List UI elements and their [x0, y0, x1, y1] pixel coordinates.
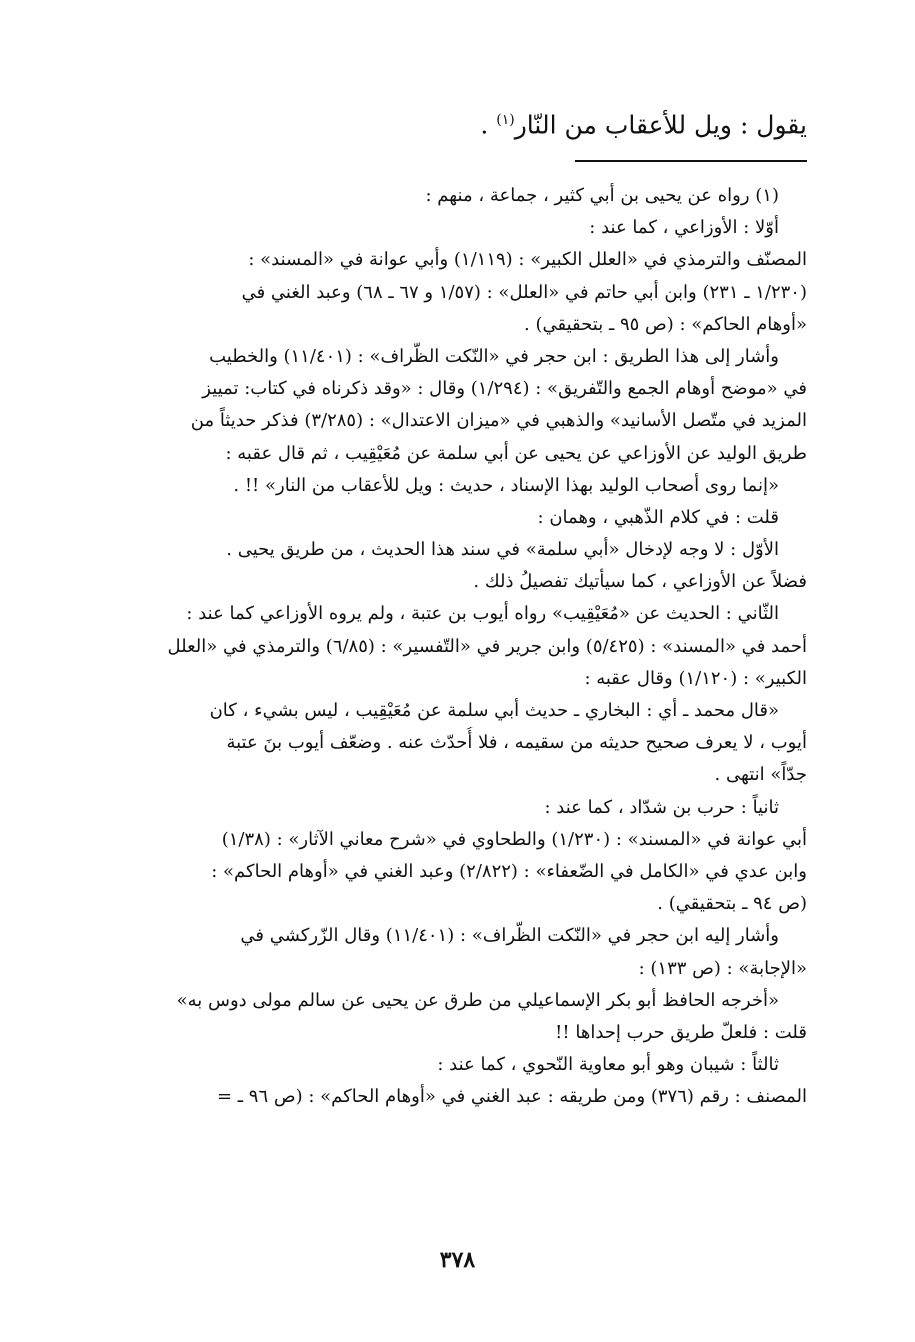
footnote-line: «إنما روى أصحاب الوليد بهذا الإسناد ، حديث : ويل للأعقاب من النار» !! . — [233, 474, 779, 496]
footnote-line: قلت : فلعلّ طريق حرب إحداها !! — [555, 1021, 807, 1043]
footnote-line: الكبير» : (١/١٢٠) وقال عقبه : — [584, 667, 807, 689]
footnote-line: «الإجابة» : (ص ١٣٣) : — [638, 957, 807, 979]
footnote-line: المصنف : رقم (٣٧٦) ومن طريقه : عبد الغني في «أوهام الحاكم» : (ص ٩٦ ـ = — [216, 1086, 807, 1108]
footnote-line: المزيد في متّصل الأسانيد» والذهبي في «ميزان الاعتدال» : (٣/٢٨٥) فذكر حديثاً من — [190, 410, 807, 432]
footnote-line: وأشار إلى هذا الطريق : ابن حجر في «النّكت الظّراف» : (١١/٤٠١) والخطيب — [209, 345, 779, 367]
footnote-line: ثالثاً : شيبان وهو أبو معاوية النّحوي ، كما عند : — [437, 1054, 779, 1076]
footnotes — [107, 180, 807, 1113]
footnote-marker[interactable]: (١) — [496, 112, 515, 128]
footnote-line: (ص ٩٤ ـ بتحقيقي) . — [657, 893, 807, 915]
main-text-end: . — [480, 110, 497, 140]
footnote-line: فضلاً عن الأوزاعي ، كما سيأتيك تفصيلُ ذلك . — [473, 571, 807, 593]
footnote-line: الثّاني : الحديث عن «مُعَيْقِيب» رواه أيوب بن عتبة ، ولم يروه الأوزاعي كما عند : — [186, 603, 779, 625]
footnote-line: أبي عوانة في «المسند» : (١/٢٣٠) والطحاوي في «شرح معاني الآثار» : (١/٣٨) — [221, 828, 807, 850]
main-text-line — [107, 104, 807, 141]
footnote-line: في «موضح أوهام الجمع والتّفريق» : (١/٢٩٤) وقال : «وقد ذكرناه في كتاب: تمييز — [202, 378, 807, 400]
footnote-line: «أوهام الحاكم» : (ص ٩٥ ـ بتحقيقي) . — [524, 313, 807, 335]
footnote-line: وأشار إليه ابن حجر في «النّكت الظّراف» : (١١/٤٠١) وقال الزّركشي في — [240, 925, 779, 947]
footnote-line: «أخرجه الحافظ أبو بكر الإسماعيلي من طرق عن يحيى عن سالم مولى دوس به» — [176, 989, 779, 1011]
footnote-line: جدّاً» انتهى . — [714, 764, 807, 786]
footnote-line: أحمد في «المسند» : (٥/٤٢٥) وابن جرير في «التّفسير» : (٦/٨٥) والترمذي في «العلل — [167, 635, 807, 657]
footnote-line: قلت : في كلام الذّهبي ، وهمان : — [537, 506, 779, 528]
footnote-line: (١/٢٣٠ ـ ٢٣١) وابن أبي حاتم في «العلل» : (١/٥٧ و ٦٧ ـ ٦٨) وعبد الغني في — [241, 281, 807, 303]
footnote-line: طريق الوليد عن الأوزاعي عن يحيى عن أبي سلمة عن مُعَيْقِيب ، ثم قال عقبه : — [225, 442, 807, 464]
footnote-line: أيوب ، لا يعرف صحيح حديثه من سقيمه ، فلا أُحدّث عنه . وضعّف أيوب بنَ عتبة — [226, 732, 807, 754]
footnote-line: ثانياً : حرب بن شدّاد ، كما عند : — [544, 796, 779, 818]
footnote-line: أوّلا : الأوزاعي ، كما عند : — [589, 217, 779, 239]
main-text: يقول : ويل للأعقاب من النّار — [514, 110, 807, 140]
page-number: ٣٧٨ — [439, 1247, 476, 1273]
footnote-line: الأوّل : لا وجه لإدخال «أبي سلمة» في سند هذا الحديث ، من طريق يحيى . — [226, 539, 779, 561]
footnote-separator — [575, 160, 807, 162]
footnote-line: المصنّف والترمذي في «العلل الكبير» : (١/١١٩) وأبي عوانة في «المسند» : — [248, 249, 807, 271]
footnote-line: (١) رواه عن يحيى بن أبي كثير ، جماعة ، منهم : — [425, 185, 779, 206]
footnote-line: «قال محمد ـ أي : البخاري ـ حديث أبي سلمة عن مُعَيْقِيب ، ليس بشيء ، كان — [209, 700, 779, 721]
footnote-line: وابن عدي في «الكامل في الضّعفاء» : (٢/٨٢٢) وعبد الغني في «أوهام الحاكم» : — [211, 860, 807, 882]
